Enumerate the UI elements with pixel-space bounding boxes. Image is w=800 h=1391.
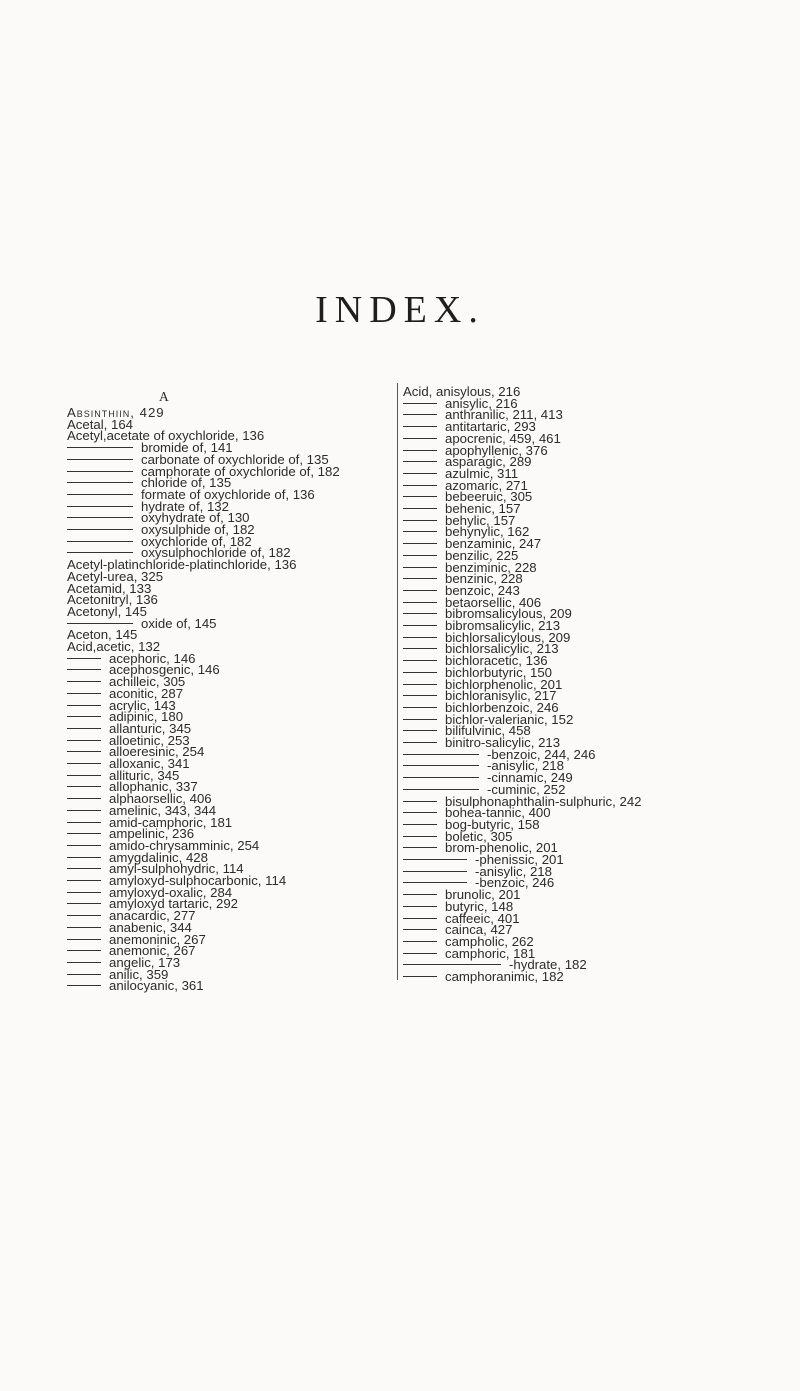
ditto-dash	[403, 906, 437, 907]
ditto-dash	[67, 950, 101, 951]
ditto-dash	[403, 613, 437, 614]
ditto-dash	[67, 892, 101, 893]
ditto-dash	[403, 555, 437, 556]
index-entry-text: Acetyl-platinchloride-platinchloride, 136	[67, 557, 297, 573]
ditto-dash	[67, 939, 101, 940]
index-entry-text: brom-phenolic, 201	[445, 840, 558, 856]
index-entry-text: allophanic, 337	[109, 779, 198, 795]
index-entry-text: Acetyl,acetate of oxychloride, 136	[67, 428, 265, 444]
ditto-dash	[67, 868, 101, 869]
index-entry-text: behenic, 157	[445, 501, 521, 516]
index-entry-text: oxide of, 145	[141, 615, 217, 631]
ditto-dash	[403, 414, 437, 415]
ditto-dash	[67, 705, 101, 706]
index-entry-text: chloride of, 135	[141, 475, 232, 491]
ditto-dash	[403, 485, 437, 486]
index-entry-text: acephosgenic, 146	[109, 662, 220, 678]
ditto-dash	[403, 602, 437, 603]
ditto-dash	[67, 459, 133, 460]
index-entry-text: amid-camphoric, 181	[109, 814, 233, 830]
ditto-dash	[67, 517, 133, 518]
ditto-dash	[67, 728, 101, 729]
index-entry-text: benzinic, 228	[445, 571, 523, 587]
index-entry-text: brunolic, 201	[445, 887, 521, 903]
ditto-dash	[403, 684, 437, 685]
index-entry-text: bohea-tannic, 400	[445, 805, 551, 821]
index-entry-text: amyl-sulphohydric, 114	[109, 861, 244, 877]
ditto-dash	[403, 824, 437, 825]
index-entry-text: Acid,acetic, 132	[67, 639, 161, 654]
index-entry-text: hydrate of, 132	[141, 498, 229, 514]
ditto-dash	[403, 871, 467, 872]
index-entry-text: boletic, 305	[445, 828, 513, 844]
ditto-dash	[67, 541, 133, 542]
ditto-dash	[403, 836, 437, 837]
index-entry-text: bisulphonaphthalin-sulphuric, 242	[445, 793, 642, 809]
index-entry-text: bog-butyric, 158	[445, 816, 540, 832]
column-divider	[397, 383, 398, 980]
index-entry-text: camphoric, 181	[445, 945, 536, 961]
ditto-dash	[67, 693, 101, 694]
index-entry-text: aconitic, 287	[109, 685, 184, 701]
index-entry-text: antitartaric, 293	[445, 419, 536, 435]
index-entry-text: bichlor-valerianic, 152	[445, 711, 574, 727]
index-entry-text: alloeresinic, 254	[109, 744, 205, 760]
index-entry-text: amido-chrysamminic, 254	[109, 837, 260, 853]
index-entry-text: butyric, 148	[445, 898, 514, 914]
index-entry-text: anabenic, 344	[109, 919, 192, 935]
index-entry-text: -phenissic, 201	[475, 852, 564, 867]
index-entry-text: Acetal, 164	[67, 416, 133, 432]
ditto-dash	[67, 494, 133, 495]
ditto-dash	[403, 496, 437, 497]
ditto-dash	[67, 447, 133, 448]
index-entry-text: carbonate of oxychloride of, 135	[141, 451, 329, 467]
index-entry-text: behynylic, 162	[445, 524, 530, 540]
ditto-dash	[67, 716, 101, 717]
index-entry-text: allituric, 345	[109, 767, 180, 783]
ditto-dash	[403, 847, 437, 848]
ditto-dash	[403, 801, 437, 802]
ditto-dash	[403, 777, 479, 778]
index-entry-text: bichlorphenolic, 201	[445, 676, 563, 692]
ditto-dash	[403, 543, 437, 544]
ditto-dash	[67, 506, 133, 507]
ditto-dash	[67, 786, 101, 787]
index-entry-text: oxyhydrate of, 130	[141, 510, 250, 526]
ditto-dash	[67, 833, 101, 834]
index-entry-text: Acetyl-urea, 325	[67, 568, 164, 584]
ditto-dash	[67, 962, 101, 963]
index-entry-text: bichlorsalicylic, 213	[445, 641, 559, 657]
index-entry-text: betaorsellic, 406	[445, 594, 542, 610]
index-entry-text: bichlorbenzoic, 246	[445, 699, 559, 715]
ditto-dash	[67, 482, 133, 483]
index-entry-text: adipinic, 180	[109, 709, 184, 725]
ditto-dash	[403, 754, 479, 755]
ditto-dash	[403, 719, 437, 720]
index-entry-text: anisylic, 216	[445, 395, 518, 411]
ditto-dash	[403, 730, 437, 731]
ditto-dash	[67, 845, 101, 846]
index-entry-text: formate of oxychloride of, 136	[141, 486, 315, 502]
index-entry-text: bichlorbutyric, 150	[445, 664, 553, 680]
ditto-dash	[403, 531, 437, 532]
ditto-dash	[403, 882, 467, 883]
index-entry-text: bichloranisylic, 217	[445, 688, 557, 704]
ditto-dash	[67, 775, 101, 776]
index-entry-text: camphoranimic, 182	[445, 969, 564, 984]
index-entry-text: campholic, 262	[445, 933, 534, 949]
index-entry-text: anemonic, 267	[109, 943, 196, 959]
index-entry-text: alloxanic, 341	[109, 756, 190, 771]
ditto-dash	[67, 974, 101, 975]
ditto-dash	[403, 765, 479, 766]
index-entry-text: bichloracetic, 136	[445, 653, 548, 669]
ditto-dash	[403, 707, 437, 708]
ditto-dash	[67, 880, 101, 881]
section-letter: A	[159, 389, 169, 404]
index-entry-text: Acetamid, 133	[67, 580, 152, 596]
ditto-dash	[403, 859, 467, 860]
ditto-dash	[403, 520, 437, 521]
ditto-dash	[403, 461, 437, 462]
index-entry-text: amyloxyd-oxalic, 284	[109, 884, 233, 900]
ditto-dash	[67, 658, 101, 659]
index-entry-text: bibromsalicylous, 209	[445, 606, 572, 622]
index-entry-text: acrylic, 143	[109, 697, 176, 713]
ditto-dash	[403, 742, 437, 743]
ditto-dash	[67, 623, 133, 624]
index-entry-text: camphorate of oxychloride of, 182	[141, 463, 340, 479]
index-entry-text: amelinic, 343, 344	[109, 802, 217, 818]
index-entry-text: anthranilic, 211, 413	[445, 407, 563, 423]
ditto-dash	[67, 810, 101, 811]
index-entry-text: oxychloride of, 182	[141, 533, 252, 549]
ditto-dash	[67, 669, 101, 670]
index-entry-text: acephoric, 146	[109, 650, 196, 666]
ditto-dash	[67, 471, 133, 472]
index-entry-text: anilocyanic, 361	[109, 978, 204, 994]
index-entry-text: benziminic, 228	[445, 559, 537, 575]
ditto-dash	[403, 625, 437, 626]
page-title: INDEX.	[315, 289, 485, 331]
ditto-dash	[67, 798, 101, 799]
index-entry-text: Aceton, 145	[67, 627, 138, 643]
index-entry-text: amyloxyd-sulphocarbonic, 114	[109, 873, 287, 888]
index-entry-text: apophyllenic, 376	[445, 442, 548, 458]
index-entry	[403, 969, 564, 985]
index-entry-text: alloetinic, 253	[109, 732, 190, 748]
ditto-dash	[403, 473, 437, 474]
index-entry-text: bichlorsalicylous, 209	[445, 629, 571, 645]
ditto-dash	[403, 953, 437, 954]
index-entry-text: azomaric, 271	[445, 477, 528, 493]
index-entry	[67, 978, 204, 994]
index-entry-text: cainca, 427	[445, 922, 513, 938]
ditto-dash	[67, 915, 101, 916]
ditto-dash	[403, 894, 437, 895]
ditto-dash	[403, 567, 437, 568]
index-entry-text: caffeeic, 401	[445, 910, 520, 926]
ditto-dash	[403, 812, 437, 813]
index-entry-text: benzaminic, 247	[445, 536, 542, 552]
index-entry-text: azulmic, 311	[445, 465, 519, 481]
index-entry-text: Absinthiin, 429	[67, 405, 165, 420]
ditto-dash	[67, 751, 101, 752]
index-entry-text: -benzoic, 244, 246	[487, 746, 596, 762]
index-entry-text: benzoic, 243	[445, 582, 520, 598]
ditto-dash	[67, 681, 101, 682]
index-entry-text: achilleic, 305	[109, 674, 186, 690]
index-entry-text: bibromsalicylic, 213	[445, 618, 561, 633]
index-entry-text: benzilic, 225	[445, 547, 519, 563]
ditto-dash	[67, 552, 133, 553]
ditto-dash	[67, 529, 133, 530]
index-entry-text: -anisylic, 218	[487, 758, 564, 774]
index-entry-text: bromide of, 141	[141, 440, 233, 456]
ditto-dash	[67, 857, 101, 858]
index-entry-text: angelic, 173	[109, 954, 181, 970]
ditto-dash	[403, 578, 437, 579]
index-entry-text: asparagic, 289	[445, 454, 532, 470]
ditto-dash	[67, 985, 101, 986]
index-entry-text: oxysulphochloride of, 182	[141, 545, 291, 561]
ditto-dash	[403, 637, 437, 638]
ditto-dash	[403, 976, 437, 977]
ditto-dash	[67, 927, 101, 928]
index-entry-text: bilifulvinic, 458	[445, 723, 531, 739]
index-entry-text: anacardic, 277	[109, 908, 196, 924]
index-entry-text: oxysulphide of, 182	[141, 522, 255, 537]
ditto-dash	[403, 918, 437, 919]
index-entry-text: amygdalinic, 428	[109, 849, 208, 865]
ditto-dash	[403, 672, 437, 673]
index-entry-text: apocrenic, 459, 461	[445, 430, 561, 446]
ditto-dash	[67, 903, 101, 904]
ditto-dash	[403, 695, 437, 696]
index-entry-text: alphaorsellic, 406	[109, 791, 212, 807]
ditto-dash	[403, 789, 479, 790]
index-entry-text: allanturic, 345	[109, 720, 192, 736]
ditto-dash	[403, 450, 437, 451]
ditto-dash	[67, 740, 101, 741]
ditto-dash	[403, 660, 437, 661]
index-entry-text: binitro-salicylic, 213	[445, 735, 561, 750]
ditto-dash	[403, 929, 437, 930]
ditto-dash	[403, 964, 501, 965]
index-entry-text: Acid, anisylous, 216	[403, 384, 521, 399]
ditto-dash	[403, 403, 437, 404]
index-entry-text: ampelinic, 236	[109, 826, 195, 842]
index-entry-text: amyloxyd tartaric, 292	[109, 896, 238, 912]
index-entry-text: behylic, 157	[445, 512, 516, 528]
index-entry-text: bebeeruic, 305	[445, 489, 533, 505]
ditto-dash	[403, 426, 437, 427]
index-entry-text: -hydrate, 182	[509, 957, 587, 973]
ditto-dash	[67, 763, 101, 764]
ditto-dash	[403, 941, 437, 942]
index-entry-text: -cinnamic, 249	[487, 770, 573, 786]
ditto-dash	[403, 438, 437, 439]
index-entry-text: Acetonyl, 145	[67, 603, 147, 619]
ditto-dash	[403, 648, 437, 649]
index-entry-text: -anisylic, 218	[475, 863, 552, 879]
index-entry-text: anemoninic, 267	[109, 931, 206, 947]
ditto-dash	[403, 508, 437, 509]
index-entry-text: -cuminic, 252	[487, 781, 566, 797]
index-entry-text: -benzoic, 246	[475, 875, 555, 891]
ditto-dash	[403, 590, 437, 591]
index-entry-text: Acetonitryl, 136	[67, 592, 158, 608]
index-entry-text: anilic, 359	[109, 966, 169, 982]
ditto-dash	[67, 822, 101, 823]
